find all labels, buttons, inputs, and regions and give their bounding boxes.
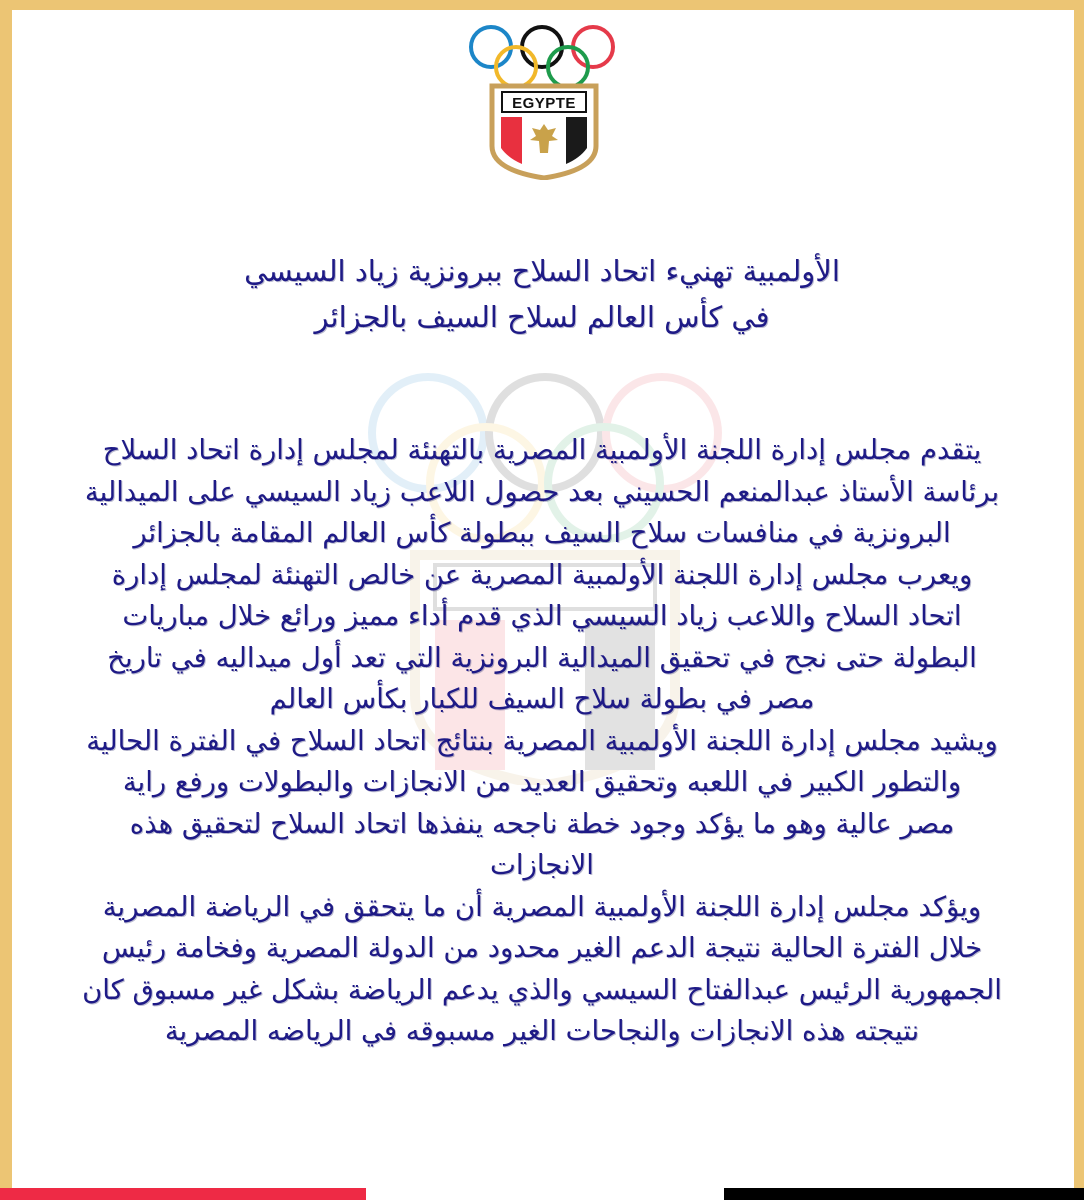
body-line: الانجازات [490,849,594,881]
body-line: ويؤكد مجلس إدارة اللجنة الأولمبية المصرية أن ما يتحقق في الرياضة المصرية [102,890,982,923]
body-line: الجمهورية الرئيس عبدالفتاح السيسي والذي يدعم الرياضة بشكل غير مسبوق كان [82,973,1002,1006]
frame-top-border [0,0,1084,10]
title-line-1: الأولمبية تهنيء اتحاد السلاح ببرونزية زياد السيسي [244,254,840,288]
body-line: مصر عالية وهو ما يؤكد وجود خطة ناجحه ينفذها اتحاد السلاح لتحقيق هذه [129,807,955,840]
bottom-black-bar [724,1188,1084,1200]
body-line: والتطور الكبير في اللعبه وتحقيق العديد من الانجازات والبطولات ورفع راية [122,766,962,798]
document-title [100,248,984,340]
frame-left-border [0,0,12,1188]
egyptian-olympic-committee-logo [460,24,624,180]
body-line: اتحاد السلاح واللاعب زياد السيسي الذي قدم أداء مميز ورائع خلال مباريات [122,600,962,632]
body-line: برئاسة الأستاذ عبدالمنعم الحسيني بعد حصول اللاعب زياد السيسي على الميدالية [84,475,1000,508]
body-line: يتقدم مجلس إدارة اللجنة الأولمبية المصرية بالتهنئة لمجلس إدارة اتحاد السلاح [102,434,982,466]
body-line: البطولة حتى نجح في تحقيق الميدالية البرونزية التي تعد أول ميداليه في تاريخ [107,641,977,674]
body-line: مصر في بطولة سلاح السيف للكبار بكأس العالم [269,683,815,715]
svg-text:EGYPTE: EGYPTE [512,95,576,112]
bottom-red-bar [0,1188,366,1200]
document-body [40,430,1044,1053]
body-line: خلال الفترة الحالية نتيجة الدعم الغير محدود من الدولة المصرية وفخامة رئيس [101,932,983,964]
body-line: ويعرب مجلس إدارة اللجنة الأولمبية المصرية عن خالص التهنئة لمجلس إدارة [111,558,973,591]
body-line: ويشيد مجلس إدارة اللجنة الأولمبية المصرية بنتائج اتحاد السلاح في الفترة الحالية [86,724,998,757]
title-line-2: في كأس العالم لسلاح السيف بالجزائر [314,300,770,334]
body-line: نتيجته هذه الانجازات والنجاحات الغير مسبوقه في الرياضه المصرية [164,1015,920,1047]
body-line: البرونزية في منافسات سلاح السيف ببطولة كأس العالم المقامة بالجزائر [133,517,951,549]
frame-right-border [1074,0,1084,1188]
